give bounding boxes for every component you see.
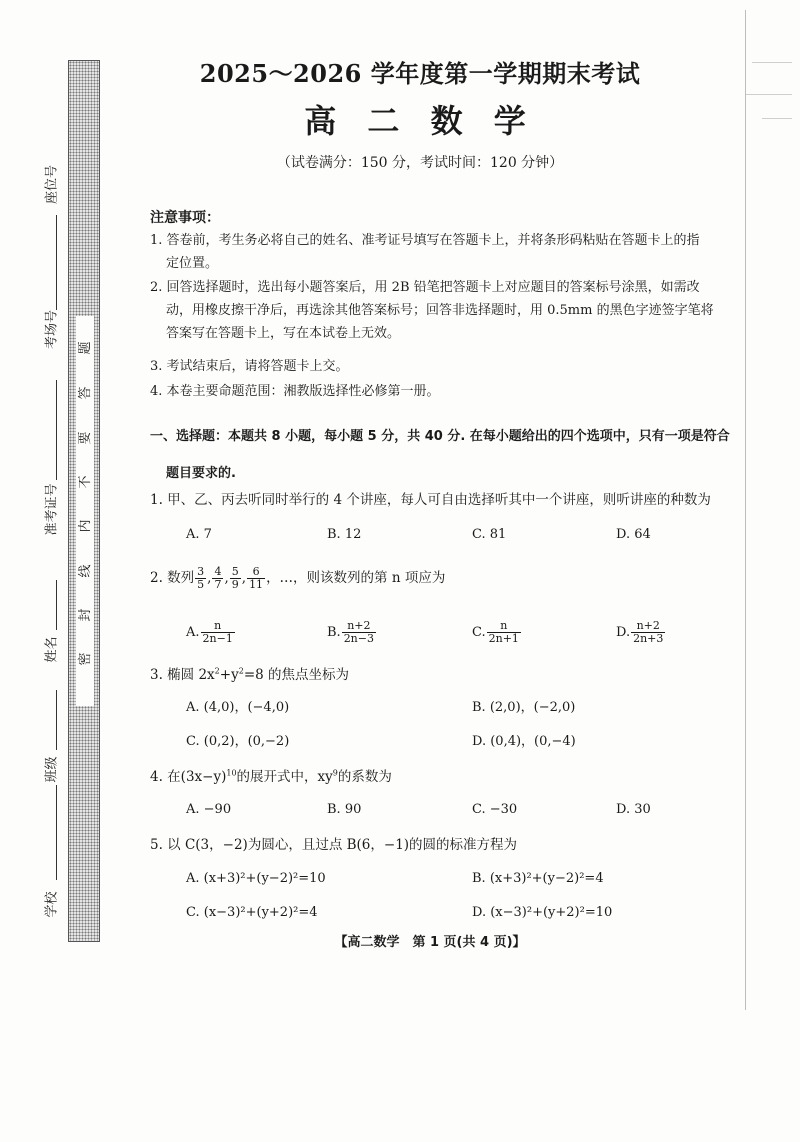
q4-option-c: C. −30 xyxy=(472,802,518,817)
q4-option-a: A. −90 xyxy=(186,802,232,817)
section-title xyxy=(150,418,750,492)
notice-text: 1. 答卷前，考生务必将自己的姓名、准考证号填写在答题卡上，并将条形码粘贴在答题卡上的指 xyxy=(150,233,700,248)
exam-info: （试卷满分：150 分，考试时间：120 分钟） xyxy=(276,155,564,171)
field-line[interactable] xyxy=(56,380,57,480)
section-title-text: 一、选择题：本题共 8 小题，每小题 5 分，共 40 分. 在每小题给出的四个选项中，只有一项是符合 xyxy=(150,429,730,444)
q2-option-d: D. $\frac{n+2}{2n+3}$ xyxy=(616,619,664,645)
q3-option-d: D. (0,4)，(0,−4) xyxy=(472,734,576,749)
seal-char: 不 xyxy=(78,475,93,489)
question-4-stem: 4. 在$(3x-y)^{10}$的展开式中，$xy^9$的系数为 xyxy=(150,768,392,785)
q3-option-b: B. (2,0)，(−2,0) xyxy=(472,700,576,715)
seal-char: 答 xyxy=(78,386,93,400)
page-edge xyxy=(745,10,746,1010)
q4-option-b: B. 90 xyxy=(327,802,362,817)
page-footer: 【高二数学 第 1 页(共 4 页)】 xyxy=(334,935,526,950)
notice-text: 2. 回答选择题时，选出每小题答案后，用 2B 铅笔把答题卡上对应题目的答案标号涂黑，如需改 xyxy=(150,280,700,295)
question-1-stem: 1. 甲、乙、丙去听同时举行的 4 个讲座，每人可自由选择听其中一个讲座，则听讲座的种数为 xyxy=(150,492,711,508)
notice-text: 动，用橡皮擦干净后，再选涂其他答案标号；回答非选择题时，用 0.5mm 的黑色字迹签字笔将 xyxy=(166,303,714,318)
q4-option-d: D. 30 xyxy=(616,802,651,817)
q3-option-c: C. (0,2)，(0,−2) xyxy=(186,734,290,749)
subject-title: 高 二 数 学 xyxy=(304,102,536,140)
seal-char: 线 xyxy=(78,564,93,578)
bleed-through-mark xyxy=(762,118,792,119)
q2-seq-term: $\frac{4}{7}$ xyxy=(214,565,222,591)
q2-seq-term: $\frac{5}{9}$ xyxy=(231,565,239,591)
q1-option-a: A. 7 xyxy=(186,527,212,542)
q5-option-d: D. (x−3)²+(y+2)²=10 xyxy=(472,905,613,920)
notice-item xyxy=(150,380,742,403)
q3-option-a: A. (4,0)，(−4,0) xyxy=(186,700,290,715)
field-line[interactable] xyxy=(56,580,57,630)
notice-text: 定位置。 xyxy=(166,256,219,271)
exam-title: 2025～2026 学年度第一学期期末考试 xyxy=(199,59,641,88)
field-label: 考场号 xyxy=(44,310,60,350)
bleed-through-mark xyxy=(752,62,792,63)
q5-option-c: C. (x−3)²+(y+2)²=4 xyxy=(186,905,318,920)
field-label: 座位号 xyxy=(44,165,60,205)
q2-prefix: 2. 数列 xyxy=(150,570,195,586)
q1-option-d: D. 64 xyxy=(616,527,651,542)
question-5-stem: 5. 以 C(3，−2)为圆心，且过点 B(6，−1)的圆的标准方程为 xyxy=(150,837,518,853)
notice-text: 3. 考试结束后，请将答题卡上交。 xyxy=(150,359,349,374)
notice-text: 答案写在答题卡上，写在本试卷上无效。 xyxy=(166,326,401,341)
seal-line-window xyxy=(76,316,94,706)
seal-char: 内 xyxy=(78,519,93,533)
field-label: 姓名 xyxy=(44,636,60,663)
notice-item xyxy=(150,229,742,275)
q2-suffix: ，…，则该数列的第 n 项应为 xyxy=(266,570,446,586)
notice-item xyxy=(150,355,742,378)
field-label: 准考证号 xyxy=(44,483,60,536)
q2-seq-term: $\frac{3}{5}$ xyxy=(197,565,205,591)
section-title-text: 题目要求的. xyxy=(166,466,236,481)
seal-char: 题 xyxy=(78,341,93,355)
q1-option-b: B. 12 xyxy=(327,527,362,542)
field-label: 班级 xyxy=(44,756,60,783)
seal-char: 封 xyxy=(78,608,93,622)
question-3-stem: 3. 椭圆 $2x^2+y^2=8$ 的焦点坐标为 xyxy=(150,666,350,683)
notice-item xyxy=(150,276,742,345)
field-line[interactable] xyxy=(56,690,57,750)
q2-option-b: B. $\frac{n+2}{2n-3}$ xyxy=(327,619,374,645)
notice-title: 注意事项： xyxy=(150,210,220,226)
q2-seq-term: $\frac{6}{11}$ xyxy=(249,565,264,591)
question-2-stem: 2. 数列 $\frac{3}{5}$ , $\frac{4}{7}$ , $\frac{5}{9}$ , $\frac{6}{11}$ ，…，则该数列的第 n 项应为 xyxy=(150,565,446,591)
q1-option-c: C. 81 xyxy=(472,527,507,542)
q2-option-c: C. $\frac{n}{2n+1}$ xyxy=(472,619,519,645)
q2-option-a: A. $\frac{n}{2n-1}$ xyxy=(186,619,233,645)
notice-text: 4. 本卷主要命题范围：湘教版选择性必修第一册。 xyxy=(150,384,440,399)
seal-char: 要 xyxy=(78,431,93,445)
seal-char: 密 xyxy=(78,652,93,666)
q5-option-b: B. (x+3)²+(y−2)²=4 xyxy=(472,871,604,886)
field-label: 学校 xyxy=(44,891,60,918)
bleed-through-mark xyxy=(746,94,792,95)
field-line[interactable] xyxy=(56,250,57,310)
field-line[interactable] xyxy=(56,785,57,880)
q5-option-a: A. (x+3)²+(y−2)²=10 xyxy=(186,871,326,886)
